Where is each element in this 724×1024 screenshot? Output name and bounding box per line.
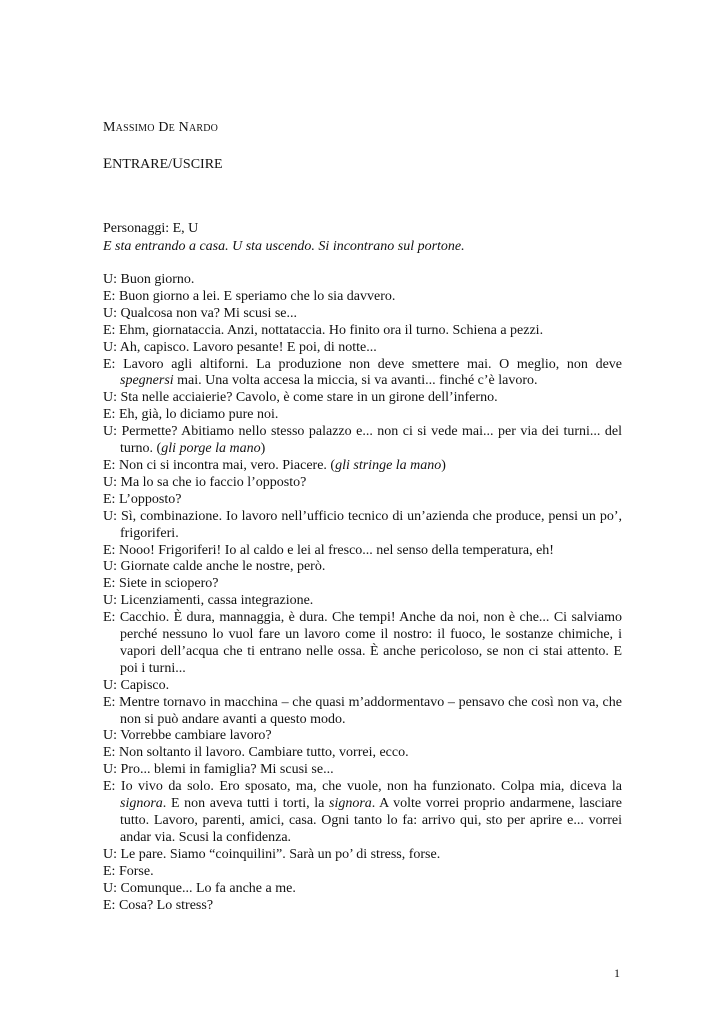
- dialogue-line: [103, 881, 622, 898]
- dialogue-line: [103, 407, 622, 424]
- dialogue-line: [103, 728, 622, 745]
- line-text: Sì, combinazione. Io lavoro nell’ufficio tecnico di un’azienda che produce, pensi un po’, frigoriferi.: [120, 508, 623, 541]
- line-text: Ma lo sa che io faccio l’opposto?: [120, 474, 307, 490]
- dialogue-line: [103, 323, 622, 340]
- line-text: Siete in sciopero?: [118, 576, 219, 592]
- dialogue-line: [103, 847, 622, 864]
- line-text: Le pare. Siamo “coinquilini”. Sarà un po’ di stress, forse.: [120, 846, 441, 862]
- title-part-entrare: NTRARE/: [112, 157, 173, 172]
- title-initial-e: E: [103, 156, 113, 172]
- line-text: Non ci si incontra mai, vero. Piacere. (: [118, 457, 336, 473]
- speaker-label: U:: [103, 474, 121, 490]
- dialogue-line: [103, 340, 622, 357]
- speaker-label: U:: [103, 880, 121, 896]
- line-text: Permette? Abitiamo nello stesso palazzo e... non ci si vede mai... per via dei turni... del turno. (: [120, 424, 623, 457]
- characters-line: Personaggi: E, U: [103, 221, 199, 236]
- dialogue-line: [103, 475, 622, 492]
- speaker-label: U:: [103, 846, 121, 862]
- dialogue-line: [103, 289, 622, 306]
- speaker-label: U:: [103, 677, 121, 693]
- dialogue-line: [103, 576, 622, 593]
- dialogue-line: [103, 492, 622, 509]
- dialogue-line: [103, 864, 622, 881]
- dialogue-line: [103, 610, 622, 678]
- line-text: Giornate calde anche le nostre, però.: [120, 559, 326, 575]
- play-title: [103, 156, 223, 173]
- dialogue-line: [103, 357, 622, 391]
- title-initial-u: U: [172, 156, 183, 172]
- line-text: Io vivo da solo. Ero sposato, ma, che vuole, non ha funzionato. Colpa mia, diceva la: [120, 779, 622, 795]
- line-text: Vorrebbe cambiare lavoro?: [120, 728, 272, 744]
- dialogue-line: [103, 458, 622, 475]
- speaker-label: E:: [103, 610, 120, 626]
- line-text: Cosa? Lo stress?: [118, 897, 214, 913]
- speaker-label: U:: [103, 593, 121, 609]
- line-text: Ah, capisco. Lavoro pesante! E poi, di notte...: [119, 339, 377, 355]
- speaker-label: E:: [103, 694, 120, 710]
- speaker-label: U:: [103, 559, 121, 575]
- line-text: Capisco.: [120, 677, 170, 693]
- speaker-label: E:: [103, 322, 119, 338]
- dialogue-line: [103, 779, 622, 847]
- line-text: ): [441, 457, 446, 473]
- dialogue-list: [103, 272, 622, 914]
- dialogue-line: [103, 762, 622, 779]
- stage-note: signora: [120, 796, 163, 812]
- speaker-label: U:: [103, 390, 121, 406]
- speaker-label: U:: [103, 728, 121, 744]
- speaker-label: E:: [103, 863, 119, 879]
- dialogue-line: [103, 559, 622, 576]
- line-text: Forse.: [118, 863, 154, 879]
- speaker-label: U:: [103, 508, 121, 524]
- line-text: Buon giorno a lei. E speriamo che lo sia davvero.: [118, 288, 396, 304]
- line-text: Lavoro agli altiforni. La produzione non deve smettere mai. O meglio, non deve: [123, 356, 622, 372]
- speaker-label: E:: [103, 897, 119, 913]
- line-text: Licenziamenti, cassa integrazione.: [120, 593, 314, 609]
- line-text: Ehm, giornataccia. Anzi, nottataccia. Ho finito ora il turno. Schiena a pezzi.: [118, 322, 544, 338]
- dialogue-line: [103, 745, 622, 762]
- dialogue-line: [103, 272, 622, 289]
- author-name: Massimo De Nardo: [103, 120, 219, 135]
- dialogue-line: [103, 509, 622, 543]
- stage-note: gli porge la mano: [161, 441, 261, 457]
- line-text: Cacchio. È dura, mannaggia, è dura. Che tempi! Anche da noi, non è che... Ci salviamo perché nessuno lo vuol fare un lavoro come il nostro: il fuoco, le sostanze chimiche, i vapori dell’acqua che ti entrano nelle ossa. È anche pericoloso, se non ci stai attento. E poi i turni...: [119, 610, 622, 676]
- line-text: . A volte vorrei proprio andarmene, lasciare tutto. Lavoro, parenti, amici, casa. Ogni tanto lo fa: arrivo qui, sto per aprire e... vorrei andar via. Scusi la confidenza.: [120, 796, 622, 845]
- speaker-label: E:: [103, 356, 124, 372]
- line-text: Buon giorno.: [120, 272, 195, 287]
- speaker-label: U:: [103, 762, 121, 778]
- line-text: Comunque... Lo fa anche a me.: [120, 880, 296, 896]
- page-number: 1: [614, 966, 620, 980]
- line-text: Qualcosa non va? Mi scusi se...: [120, 305, 298, 321]
- line-text: ): [260, 441, 266, 457]
- speaker-label: U:: [103, 305, 121, 321]
- speaker-label: E:: [103, 576, 119, 592]
- line-text: Eh, già, lo diciamo pure noi.: [118, 407, 279, 423]
- speaker-label: E:: [103, 407, 119, 423]
- dialogue-line: [103, 390, 622, 407]
- dialogue-line: [103, 543, 622, 560]
- speaker-label: U:: [103, 272, 121, 287]
- dialogue-line: [103, 695, 622, 729]
- speaker-label: E:: [103, 288, 119, 304]
- title-part-uscire: SCIRE: [182, 157, 223, 172]
- line-text: Non soltanto il lavoro. Cambiare tutto, vorrei, ecco.: [118, 745, 409, 761]
- line-text: mai. Una volta accesa la miccia, si va avanti... finché c’è lavoro.: [173, 373, 538, 389]
- line-text: . E non aveva tutti i torti, la: [162, 796, 329, 812]
- dialogue-line: [103, 593, 622, 610]
- line-text: L’opposto?: [118, 491, 182, 507]
- dialogue-line: [103, 898, 622, 915]
- speaker-label: U:: [103, 339, 120, 355]
- stage-direction: E sta entrando a casa. U sta uscendo. Si incontrano sul portone.: [103, 239, 465, 254]
- line-text: Pro... blemi in famiglia? Mi scusi se...: [120, 762, 334, 778]
- speaker-label: U:: [103, 424, 122, 440]
- speaker-label: E:: [103, 542, 119, 558]
- speaker-label: E:: [103, 457, 119, 473]
- speaker-label: E:: [103, 491, 119, 507]
- line-text: Nooo! Frigoriferi! Io al caldo e lei al fresco... nel senso della temperatura, eh!: [118, 542, 554, 558]
- stage-note: spegnersi: [120, 373, 174, 389]
- speaker-label: E:: [103, 779, 121, 795]
- dialogue-line: [103, 678, 622, 695]
- dialogue-line: [103, 306, 622, 323]
- line-text: Mentre tornavo in macchina – che quasi m’addormentavo – pensavo che così non va, che non si può andare avanti a questo modo.: [119, 694, 622, 727]
- stage-note: signora: [329, 796, 372, 812]
- speaker-label: E:: [103, 745, 119, 761]
- dialogue-line: [103, 424, 622, 458]
- line-text: Sta nelle acciaierie? Cavolo, è come stare in un girone dell’inferno.: [120, 390, 498, 406]
- stage-note: gli stringe la mano: [335, 457, 442, 473]
